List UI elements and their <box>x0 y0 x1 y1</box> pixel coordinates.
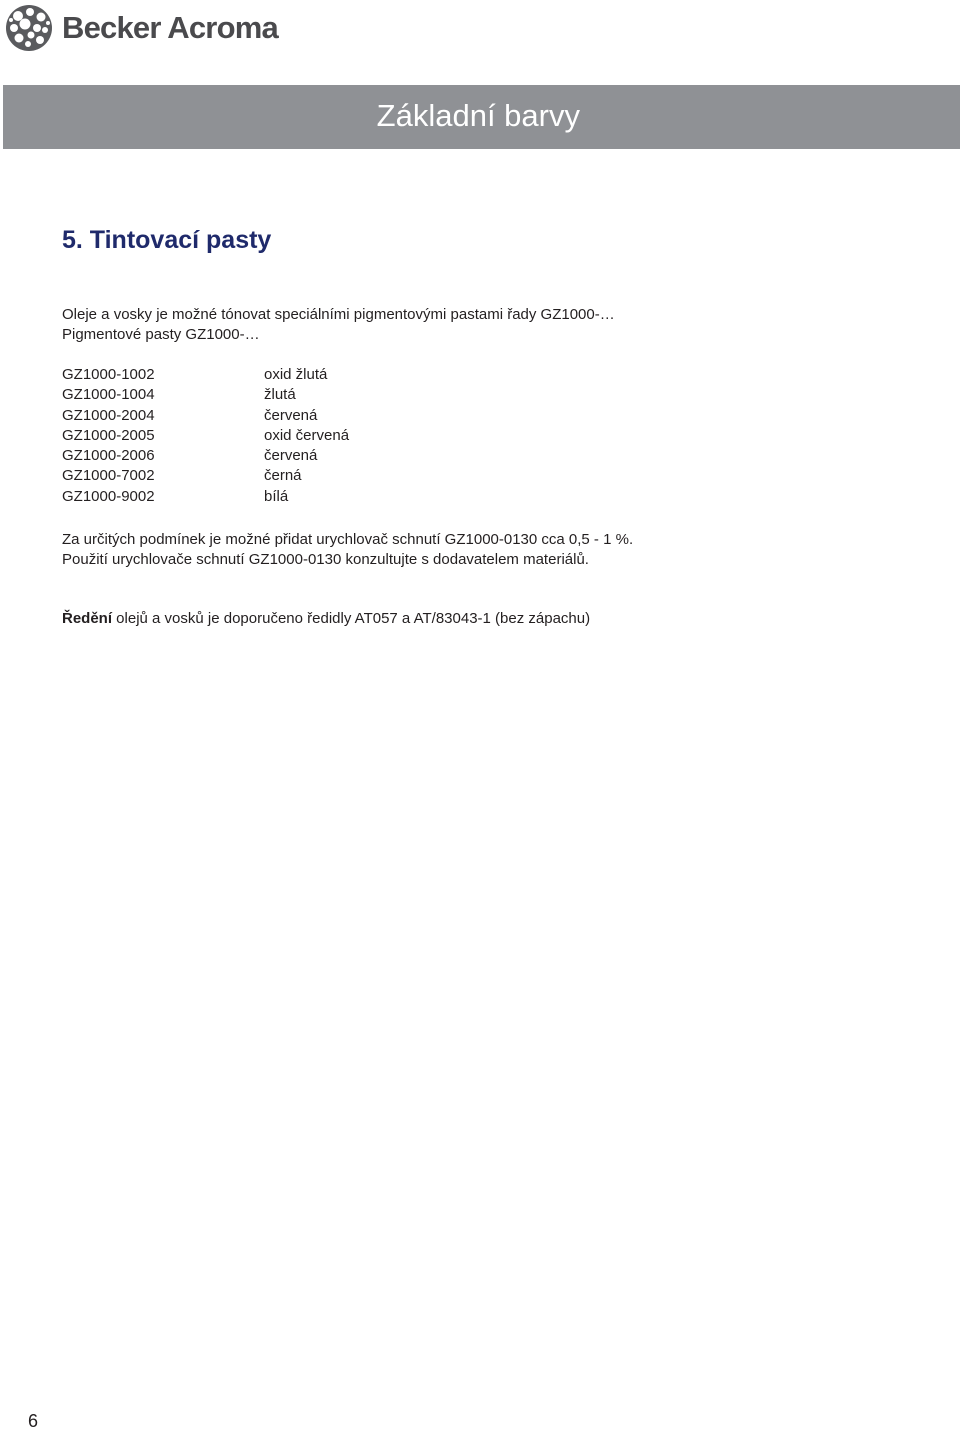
paste-code: GZ1000-7002 <box>62 467 155 485</box>
dilution-label: Ředění <box>62 610 113 627</box>
intro-paragraph <box>62 305 615 345</box>
title-banner <box>3 85 960 149</box>
intro-line-2: Pigmentové pasty GZ1000-… <box>62 326 260 343</box>
paste-color: červená <box>264 447 318 465</box>
list-item <box>62 426 349 446</box>
paste-code: GZ1000-9002 <box>62 487 155 505</box>
paste-color: bílá <box>264 487 289 505</box>
list-item <box>62 466 349 486</box>
dilution-paragraph <box>62 609 590 629</box>
paste-color: červená <box>264 406 318 424</box>
paste-code: GZ1000-1002 <box>62 366 155 383</box>
paste-color: žlutá <box>264 386 296 404</box>
note-line-2: Použití urychlovače schnutí GZ1000-0130 konzultujte s dodavatelem materiálů. <box>62 551 589 568</box>
list-item <box>62 446 349 466</box>
paste-code: GZ1000-1004 <box>62 386 155 404</box>
list-item <box>62 406 349 426</box>
logo-text: Becker Acroma <box>62 10 278 45</box>
dilution-text: olejů a vosků je doporučeno ředidly AT057 a AT/83043-1 (bez zápachu) <box>112 610 591 627</box>
list-item <box>62 365 349 385</box>
banner-title: Základní barvy <box>376 98 580 133</box>
paste-list <box>62 365 349 507</box>
paste-code: GZ1000-2006 <box>62 447 155 465</box>
logo-mark-icon <box>4 3 54 53</box>
list-item <box>62 487 349 507</box>
logo <box>4 3 278 53</box>
paste-code: GZ1000-2005 <box>62 426 155 444</box>
paste-color: černá <box>264 467 302 485</box>
accelerator-note <box>62 530 633 570</box>
intro-line-1: Oleje a vosky je možné tónovat speciálními pigmentovými pastami řady GZ1000-… <box>62 306 615 323</box>
page-number: 6 <box>28 1411 39 1431</box>
list-item <box>62 385 349 405</box>
paste-color: oxid červená <box>264 426 350 444</box>
paste-code: GZ1000-2004 <box>62 406 155 424</box>
paste-color: oxid žlutá <box>264 366 328 383</box>
section-heading: 5. Tintovací pasty <box>62 226 272 254</box>
note-line-1: Za určitých podmínek je možné přidat urychlovač schnutí GZ1000-0130 cca 0,5 - 1 %. <box>62 531 634 548</box>
